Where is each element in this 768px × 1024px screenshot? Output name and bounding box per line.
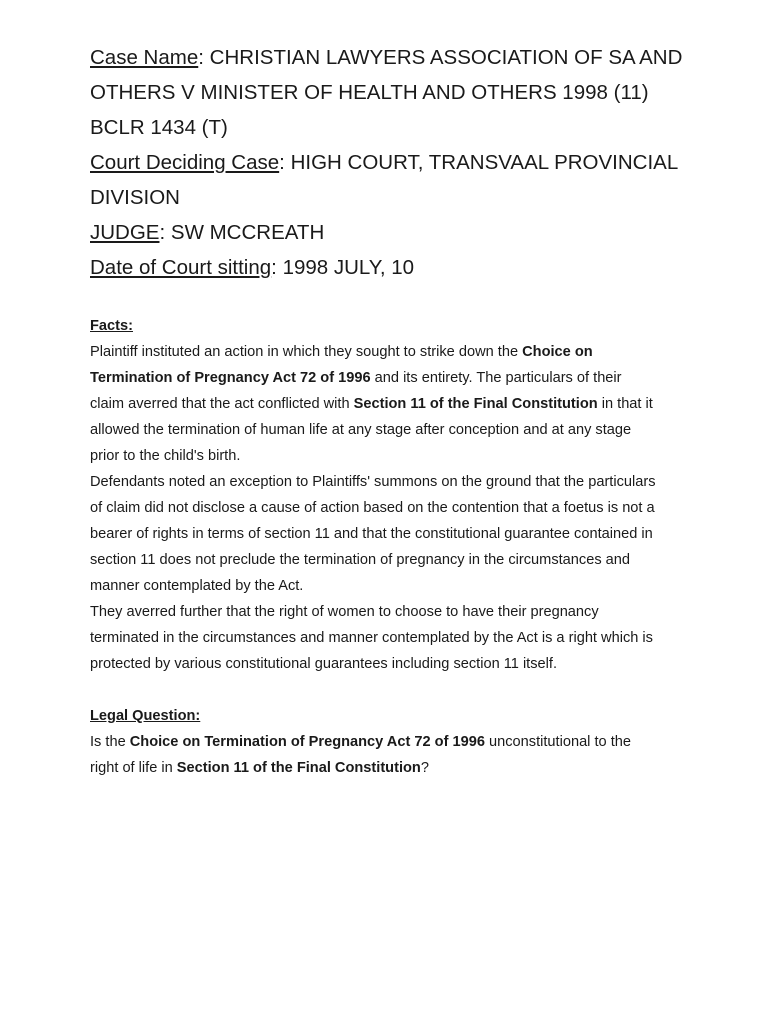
text-line: They averred further that the right of women to choose to have their pregnancy <box>90 604 599 620</box>
text-line: protected by various constitutional guarantees including section 11 itself. <box>90 656 558 672</box>
facts-paragraph-3 <box>90 599 690 677</box>
text-run: right of life in <box>90 760 177 776</box>
document-body <box>90 313 690 781</box>
legal-question-heading: Legal Question: <box>90 708 201 724</box>
text-line: terminated in the circumstances and manner contemplated by the Act is a right which is <box>90 630 653 646</box>
bold-run: Choice on Termination of Pregnancy Act 72 of 1996 <box>129 734 485 750</box>
facts-heading: Facts: <box>90 318 133 334</box>
bold-run: Choice on <box>522 344 593 360</box>
court-value-1: HIGH COURT, TRANSVAAL PROVINCIAL <box>290 151 679 174</box>
case-name-value-1: CHRISTIAN LAWYERS ASSOCIATION OF SA AND <box>209 46 683 69</box>
facts-paragraph-1 <box>90 339 690 469</box>
date-line: Date of Court sitting: 1998 JULY, 10 <box>90 256 415 279</box>
case-name-line-3: BCLR 1434 (T) <box>90 116 228 139</box>
text-line <box>90 365 690 391</box>
bold-run: Section 11 of the Final Constitution <box>176 760 421 776</box>
text-line: allowed the termination of human life at any stage after conception and at any stage <box>90 422 632 438</box>
judge-label: JUDGE <box>90 221 160 244</box>
text-line <box>90 729 690 755</box>
judge-line: JUDGE: SW MCCREATH <box>90 221 325 244</box>
text-line: of claim did not disclose a cause of action based on the contention that a foetus is not a <box>90 500 655 516</box>
text-run: and its entirety. The particulars of their <box>370 370 622 386</box>
facts-paragraph-2 <box>90 469 690 599</box>
date-label: Date of Court sitting <box>90 256 272 279</box>
text-run: claim averred that the act conflicted with <box>90 396 354 412</box>
bold-run: Termination of Pregnancy Act 72 of 1996 <box>90 370 371 386</box>
text-line <box>90 391 690 417</box>
text-line: manner contemplated by the Act. <box>90 578 304 594</box>
text-line: section 11 does not preclude the termination of pregnancy in the circumstances and <box>90 552 631 568</box>
text-line: prior to the child's birth. <box>90 448 241 464</box>
text-run: Is the <box>90 734 130 750</box>
text-line <box>90 755 690 781</box>
judge-value: SW MCCREATH <box>170 221 325 244</box>
text-run: in that it <box>597 396 653 412</box>
legal-question-paragraph <box>90 729 690 781</box>
court-line-2: DIVISION <box>90 186 180 209</box>
text-run: ? <box>420 760 429 776</box>
text-line: Defendants noted an exception to Plaintiffs' summons on the ground that the particulars <box>90 474 656 490</box>
text-run: unconstitutional to the <box>484 734 631 750</box>
case-header <box>90 40 690 285</box>
case-name-line-1: Case Name: CHRISTIAN LAWYERS ASSOCIATION OF SA AND <box>90 46 683 69</box>
court-line-1: Court Deciding Case: HIGH COURT, TRANSVAAL PROVINCIAL <box>90 151 679 174</box>
spacer <box>90 677 690 703</box>
text-run: Plaintiff instituted an action in which they sought to strike down the <box>90 344 523 360</box>
date-value: 1998 JULY, 10 <box>282 256 415 279</box>
case-name-line-2: OTHERS V MINISTER OF HEALTH AND OTHERS 1998 (11) <box>90 81 649 104</box>
text-line <box>90 339 690 365</box>
text-line: bearer of rights in terms of section 11 and that the constitutional guarantee contained in <box>90 526 653 542</box>
case-name-label: Case Name <box>90 46 199 69</box>
court-label: Court Deciding Case <box>90 151 280 174</box>
bold-run: Section 11 of the Final Constitution <box>353 396 598 412</box>
